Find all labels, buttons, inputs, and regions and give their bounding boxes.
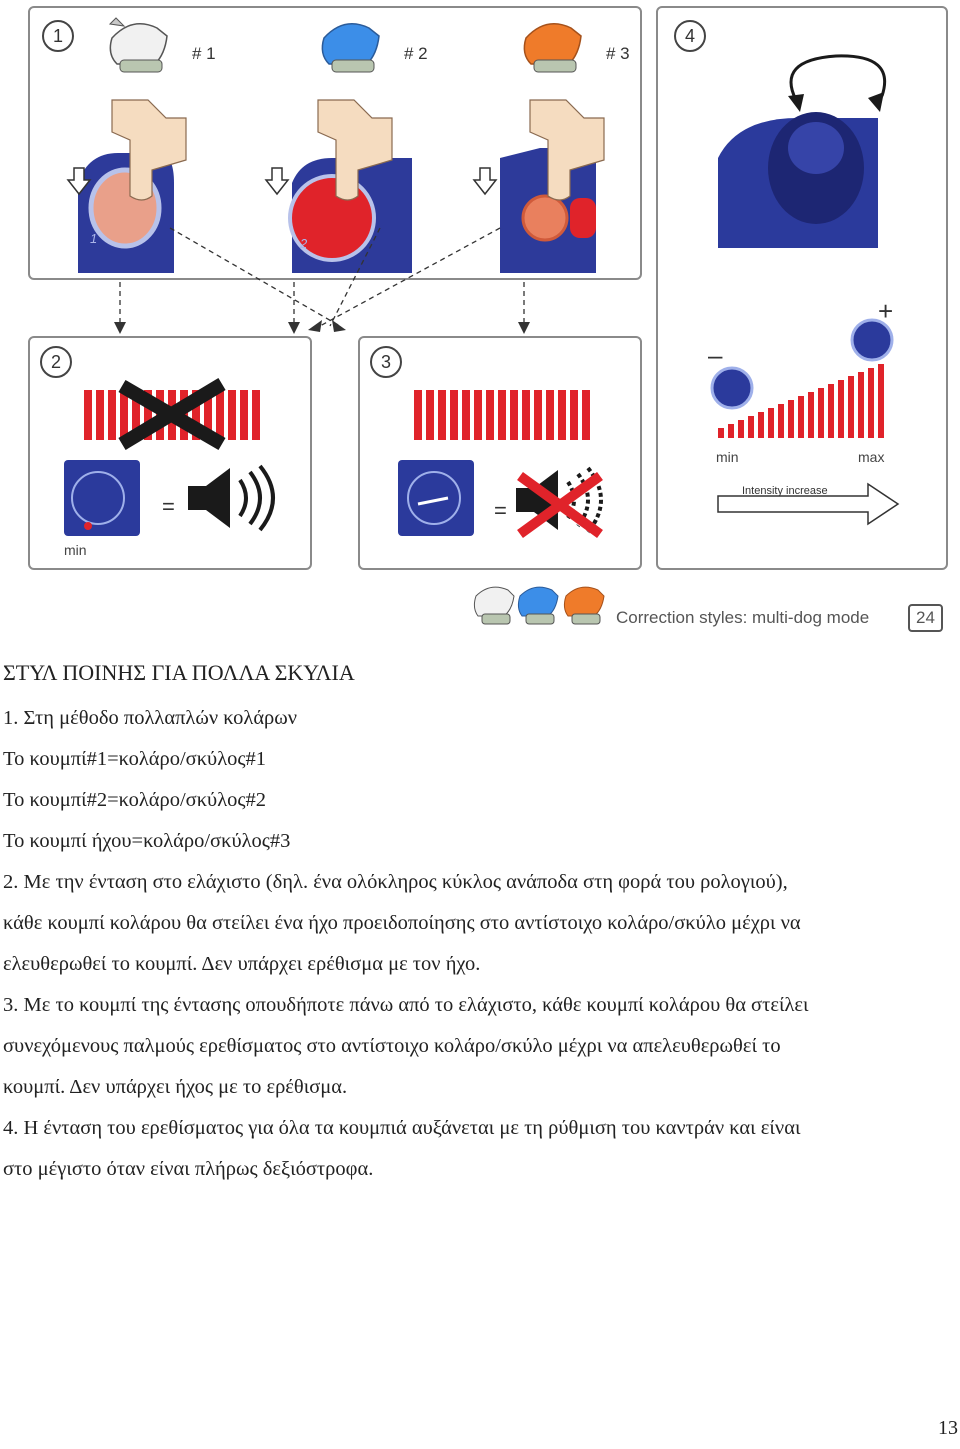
doc-line-2: Το κουμπί#1=κολάρο/σκύλος#1 <box>3 748 267 770</box>
dog-label-2: # 2 <box>404 44 428 63</box>
equals-sign-2: = <box>162 494 175 519</box>
figure-footer-title: Correction styles: multi-dog mode <box>616 608 870 627</box>
page-number: 13 <box>938 1417 958 1439</box>
equals-sign-3: = <box>494 498 507 523</box>
panel-1-number: 1 <box>42 20 74 52</box>
figure-footer-page: 24 <box>908 604 943 632</box>
plus-sign: + <box>878 296 894 326</box>
dog-trio-icon <box>474 587 604 624</box>
doc-line-1: 1. Στη μέθοδο πολλαπλών κολάρων <box>3 707 298 729</box>
doc-line-10: κουμπί. Δεν υπάρχει ήχος με το ερέθισμα. <box>3 1076 348 1098</box>
doc-line-11: 4. Η ένταση του ερεθίσματος για όλα τα κουμπιά αυξάνεται με τη ρύθμιση του καντράν και είναι <box>3 1117 801 1139</box>
button-number-2: 2 <box>300 236 308 251</box>
minus-sign: – <box>708 340 723 370</box>
doc-line-5: 2. Με την ένταση στο ελάχιστο (δηλ. ένα ολόκληρος κύκλος ανάποδα στη φορά του ρολογιού), <box>3 871 788 893</box>
dog-label-1: # 1 <box>192 44 216 63</box>
doc-line-3: Το κουμπί#2=κολάρο/σκύλος#2 <box>3 789 267 811</box>
min-label: min <box>716 449 739 465</box>
panel-2-number: 2 <box>40 346 72 378</box>
footer-dogs <box>0 0 960 640</box>
intensity-increase-label: Intensity increase <box>742 485 828 497</box>
button-number-1: 1 <box>90 231 98 246</box>
panel-4-number: 4 <box>674 20 706 52</box>
doc-heading: ΣΤΥΛ ΠΟΙΝΗΣ ΓΙΑ ΠΟΛΛΑ ΣΚΥΛΙΑ <box>3 660 355 685</box>
doc-line-8: 3. Με το κουμπί της έντασης οπουδήποτε πάνω από το ελάχιστο, κάθε κουμπί κολάρου θα στείλει <box>3 994 809 1016</box>
doc-line-6: κάθε κουμπί κολάρου θα στείλει ένα ήχο προειδοποίησης στο αντίστοιχο κολάρο/σκύλο μέχρι να <box>3 912 801 934</box>
panel-3-number: 3 <box>370 346 402 378</box>
doc-line-7: ελευθερωθεί το κουμπί. Δεν υπάρχει ερέθισμα με τον ήχο. <box>3 953 481 975</box>
dog-label-3: # 3 <box>606 44 630 63</box>
doc-line-9: συνεχόμενους παλμούς ερεθίσματος στο αντίστοιχο κολάρο/σκύλο μέχρι να απελευθερωθεί το <box>3 1035 781 1057</box>
max-label: max <box>858 449 885 465</box>
dial-min-label: min <box>64 542 87 558</box>
doc-line-4: Το κουμπί ήχου=κολάρο/σκύλος#3 <box>3 830 291 852</box>
doc-line-12: στο μέγιστο όταν είναι πλήρως δεξιόστροφα. <box>3 1158 374 1180</box>
